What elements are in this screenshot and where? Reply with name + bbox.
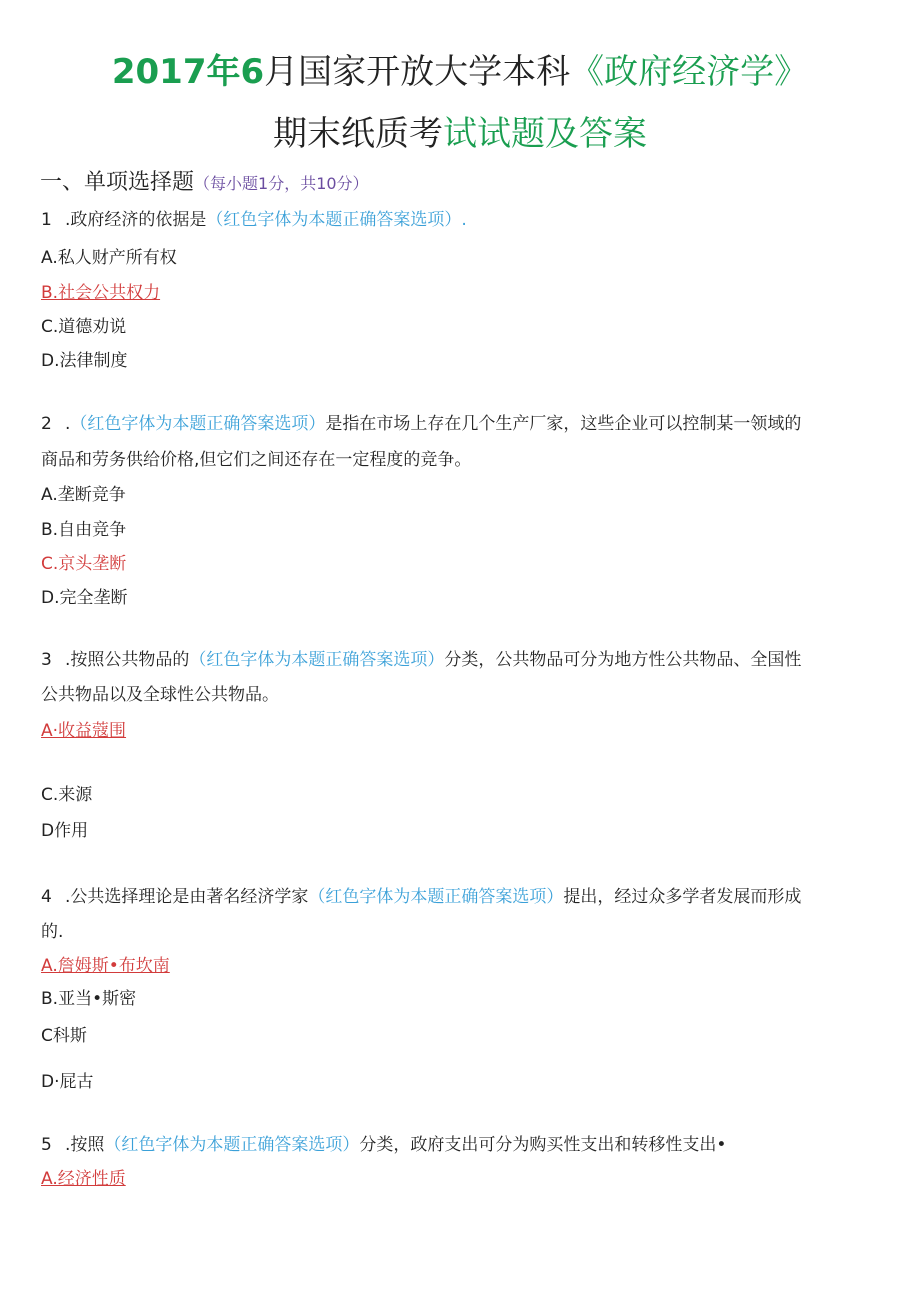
title-course: 《政府经济学》	[570, 52, 809, 92]
question-number: 5	[41, 1135, 52, 1155]
q3-option-c: C.来源	[41, 785, 93, 805]
doc-title-line-1	[0, 50, 920, 94]
answer-hint: （红色字体为本题正确答案选项）	[189, 650, 445, 670]
question-text-end: .	[461, 210, 467, 230]
doc-title-line-2	[0, 112, 920, 156]
section-heading	[40, 168, 369, 199]
question-text-end: 分类，政府支出可分为购买性支出和转移性支出•	[359, 1135, 727, 1155]
question-1-stem	[41, 208, 467, 232]
question-text-end: 是指在市场上存在几个生产厂家，这些企业可以控制某一领域的	[325, 414, 802, 434]
question-text-end: 分类，公共物品可分为地方性公共物品、全国性	[444, 650, 802, 670]
q1-option-c: C.道德劝说	[41, 317, 127, 337]
question-4-stem	[41, 885, 801, 909]
question-text: .公共选择理论是由著名经济学家	[65, 887, 309, 907]
q1-option-d: D.法律制度	[41, 351, 128, 371]
answer-hint: （红色字体为本题正确答案选项）	[70, 414, 326, 434]
question-number: 2	[41, 414, 52, 434]
q2-option-c-correct: C.京头垄断	[41, 554, 127, 574]
section-title: 一、单项选择题	[40, 170, 195, 195]
question-text: .	[65, 414, 71, 434]
q2-option-a: A.垄断竞争	[41, 485, 126, 505]
title-year: 2017年6	[111, 52, 265, 92]
q4-option-c: C科斯	[41, 1026, 87, 1046]
q2-option-b: B.自由竞争	[41, 520, 127, 540]
question-3-stem-line-2: 公共物品以及全球性公共物品。	[41, 685, 279, 705]
question-text: .政府经济的依据是	[65, 210, 207, 230]
question-text-end: 提出，经过众多学者发展而形成	[563, 887, 802, 907]
question-number: 3	[41, 650, 52, 670]
q2-option-d: D.完全垄断	[41, 588, 128, 608]
answer-hint: （红色字体为本题正确答案选项）	[104, 1135, 360, 1155]
question-number: 4	[41, 887, 52, 907]
title-exam-type: 期末纸质考	[273, 114, 443, 154]
q4-option-d: D·屁古	[41, 1072, 94, 1092]
q1-option-b-correct: B.社会公共权力	[41, 283, 161, 303]
title-suffix: 试试题及答案	[443, 114, 647, 154]
answer-hint: （红色字体为本题正确答案选项）	[206, 210, 462, 230]
q4-option-a-correct: A.詹姆斯•布坎南	[41, 956, 170, 976]
q5-option-a-correct: A.经济性质	[41, 1169, 126, 1189]
question-5-stem	[41, 1133, 726, 1157]
q1-option-a: A.私人财产所有权	[41, 248, 177, 268]
title-exam-name: 月国家开放大学本科	[264, 52, 571, 92]
question-number: 1	[41, 210, 52, 230]
section-note: （每小题1分，共10分）	[194, 174, 369, 193]
question-text: .按照公共物品的	[65, 650, 190, 670]
question-2-stem	[41, 412, 801, 436]
q3-option-a-correct: A·收益蔻围	[41, 721, 127, 741]
q4-option-b: B.亚当•斯密	[41, 989, 137, 1009]
question-text: .按照	[65, 1135, 105, 1155]
question-4-stem-line-2: 的.	[41, 922, 64, 942]
q3-option-d: D作用	[41, 821, 89, 841]
answer-hint: （红色字体为本题正确答案选项）	[308, 887, 564, 907]
question-2-stem-line-2: 商品和劳务供给价格,但它们之间还存在一定程度的竞争。	[41, 450, 472, 470]
question-3-stem	[41, 648, 801, 672]
